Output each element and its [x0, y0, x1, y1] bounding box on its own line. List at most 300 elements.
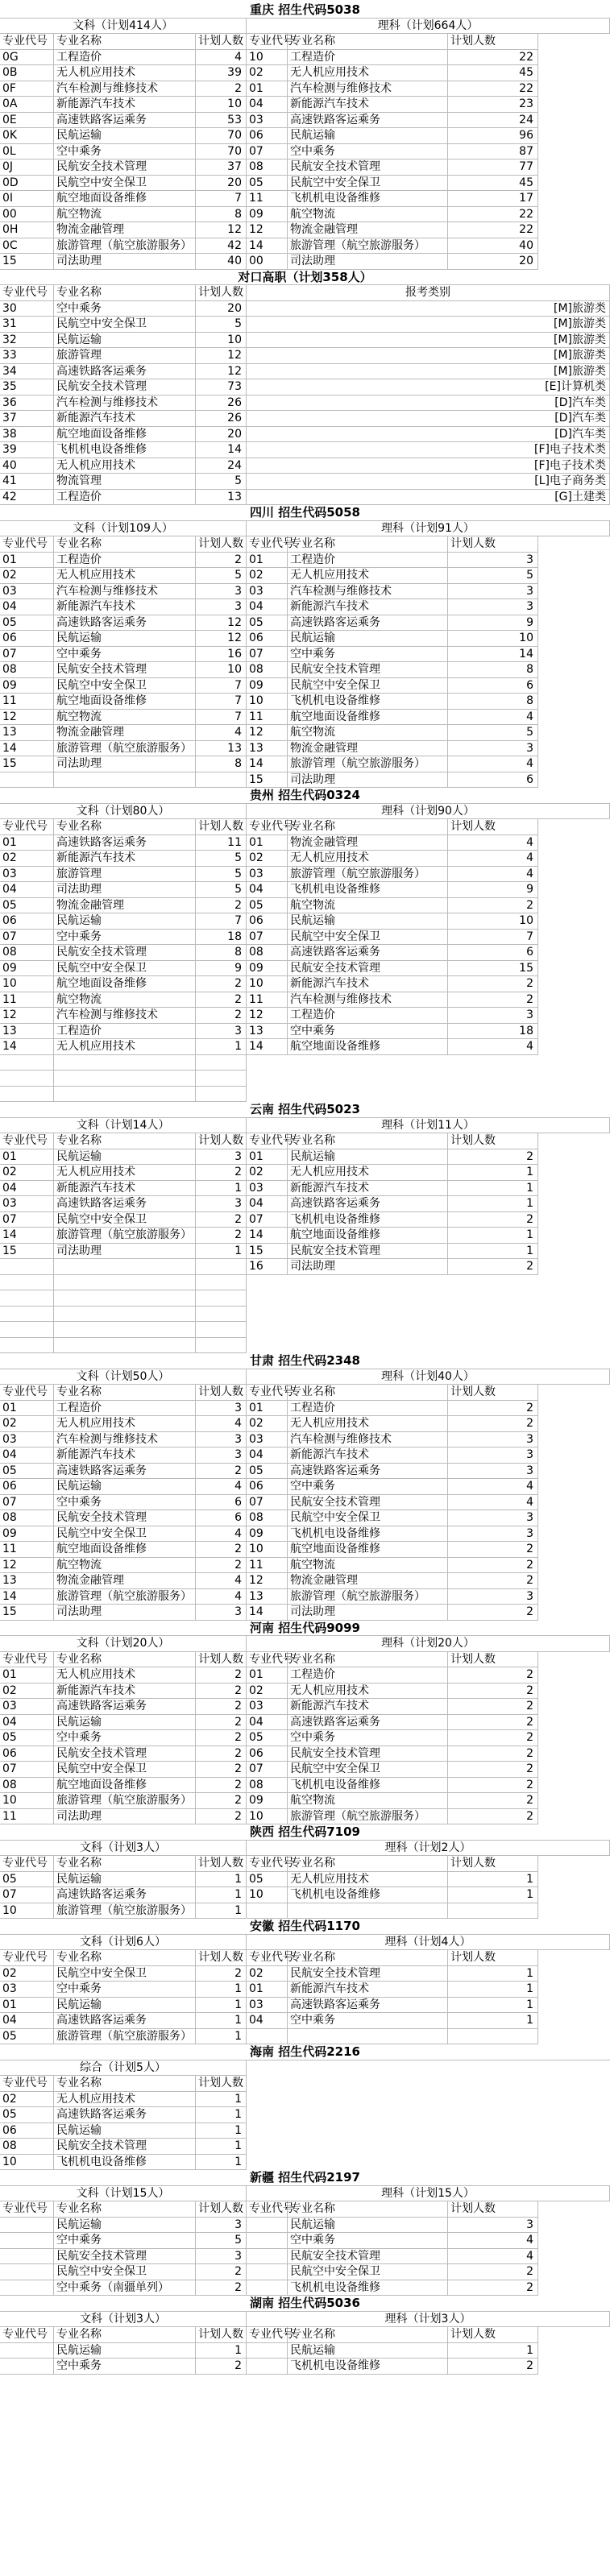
cell-major[interactable]: 民航运输: [54, 1872, 196, 1888]
cell-plan[interactable]: 1: [448, 2343, 538, 2359]
cell-plan[interactable]: 4: [448, 1479, 538, 1495]
cell-empty[interactable]: [0, 1259, 54, 1275]
cell-code[interactable]: 0F: [0, 81, 54, 97]
cell-empty[interactable]: [247, 1903, 288, 1920]
cell-plan[interactable]: 4: [448, 2249, 538, 2265]
cell-major[interactable]: 无人机应用技术: [288, 1416, 448, 1432]
cell-empty[interactable]: [54, 1259, 196, 1275]
cell-plan[interactable]: 5: [196, 474, 247, 490]
cell-code[interactable]: 05: [0, 615, 54, 632]
cell-empty[interactable]: [448, 2029, 538, 2045]
cell-code[interactable]: 02: [0, 1416, 54, 1432]
cell-category[interactable]: [E]计算机类: [247, 379, 610, 396]
cell-plan[interactable]: 4: [448, 835, 538, 851]
cell-major[interactable]: 汽车检测与维修技术: [288, 992, 448, 1008]
cell-plan[interactable]: 2: [448, 1416, 538, 1432]
cell-plan[interactable]: 2: [196, 2280, 247, 2296]
cell-code[interactable]: 0J: [0, 159, 54, 176]
cell-plan[interactable]: 1: [196, 2107, 247, 2123]
cell-plan[interactable]: 70: [196, 128, 247, 144]
cell-code[interactable]: 35: [0, 379, 54, 396]
cell-code[interactable]: [0, 2218, 54, 2234]
cell-code[interactable]: 0D: [0, 176, 54, 192]
cell-plan[interactable]: 10: [196, 662, 247, 678]
cell-empty[interactable]: [247, 2029, 288, 2045]
cell-major[interactable]: 飞机机电设备维修: [288, 694, 448, 710]
cell-plan[interactable]: 1: [196, 1903, 247, 1920]
cell-code[interactable]: 08: [0, 2139, 54, 2155]
cell-code[interactable]: 06: [0, 1479, 54, 1495]
cell-plan[interactable]: 4: [448, 867, 538, 883]
cell-plan[interactable]: 24: [196, 458, 247, 474]
cell-code[interactable]: 01: [247, 553, 288, 569]
cell-code[interactable]: 01: [247, 835, 288, 851]
cell-major[interactable]: 旅游管理（航空旅游服务）: [54, 1793, 196, 1809]
cell-major[interactable]: 工程造价: [54, 50, 196, 66]
cell-empty[interactable]: [196, 1259, 247, 1275]
cell-code[interactable]: 06: [0, 631, 54, 647]
cell-code[interactable]: 07: [247, 1212, 288, 1228]
cell-plan[interactable]: 37: [196, 159, 247, 176]
cell-code[interactable]: 42: [0, 490, 54, 506]
cell-code[interactable]: 07: [0, 1887, 54, 1903]
cell-plan[interactable]: 2: [196, 1558, 247, 1574]
cell-code[interactable]: 11: [247, 191, 288, 207]
cell-plan[interactable]: 5: [196, 851, 247, 867]
cell-code[interactable]: 11: [0, 1809, 54, 1825]
cell-major[interactable]: 飞机机电设备维修: [54, 442, 196, 458]
cell-empty[interactable]: [54, 1055, 196, 1071]
cell-plan[interactable]: 2: [196, 1793, 247, 1809]
cell-plan[interactable]: 2: [448, 992, 538, 1008]
column-header-plan[interactable]: 计划人数: [196, 285, 247, 301]
cell-major[interactable]: 新能源汽车技术: [54, 851, 196, 867]
cell-major[interactable]: 无人机应用技术: [54, 1416, 196, 1432]
column-header-plan[interactable]: 计划人数: [196, 1950, 247, 1966]
cell-empty[interactable]: [0, 1290, 54, 1307]
cell-code[interactable]: 05: [0, 1872, 54, 1888]
cell-plan[interactable]: 2: [196, 1730, 247, 1746]
column-header-major[interactable]: 专业名称: [288, 1950, 448, 1966]
cell-major[interactable]: 物流金融管理: [54, 1573, 196, 1589]
cell-major[interactable]: 民航安全技术管理: [288, 1966, 448, 1982]
cell-major[interactable]: 高速铁路客运乘务: [288, 1998, 448, 2014]
left-subheader[interactable]: 综合（计划5人）: [0, 2060, 247, 2077]
cell-code[interactable]: 11: [0, 1542, 54, 1558]
cell-code[interactable]: 36: [0, 396, 54, 412]
cell-code[interactable]: 07: [247, 144, 288, 160]
column-header-major[interactable]: 专业名称: [288, 2327, 448, 2343]
right-subheader[interactable]: 理科（计划40人）: [247, 1369, 610, 1385]
cell-major[interactable]: 汽车检测与维修技术: [288, 584, 448, 600]
cell-plan[interactable]: 4: [196, 50, 247, 66]
cell-code[interactable]: 12: [0, 710, 54, 726]
cell-code[interactable]: 10: [247, 976, 288, 992]
cell-major[interactable]: 高速铁路客运乘务: [288, 113, 448, 129]
cell-code[interactable]: [0, 2249, 54, 2265]
column-header-plan[interactable]: 计划人数: [448, 2201, 538, 2218]
cell-major[interactable]: 民航空中安全保卫: [288, 2264, 448, 2280]
cell-major[interactable]: 旅游管理（航空旅游服务）: [288, 238, 448, 255]
cell-plan[interactable]: 2: [448, 1699, 538, 1715]
cell-plan[interactable]: 39: [196, 65, 247, 81]
cell-code[interactable]: 08: [247, 159, 288, 176]
left-subheader[interactable]: 文科（计划3人）: [0, 1841, 247, 1857]
cell-code[interactable]: 06: [0, 2123, 54, 2139]
cell-code[interactable]: 12: [247, 222, 288, 238]
cell-major[interactable]: 飞机机电设备维修: [288, 1526, 448, 1543]
cell-empty[interactable]: [54, 1338, 196, 1354]
cell-major[interactable]: 新能源汽车技术: [288, 1447, 448, 1464]
cell-major[interactable]: 司法助理: [288, 772, 448, 789]
cell-plan[interactable]: 14: [196, 442, 247, 458]
cell-major[interactable]: 民航安全技术管理: [54, 159, 196, 176]
cell-empty[interactable]: [0, 1307, 54, 1323]
cell-empty[interactable]: [196, 1322, 247, 1338]
cell-code[interactable]: 05: [0, 2107, 54, 2123]
cell-major[interactable]: 汽车检测与维修技术: [54, 1432, 196, 1448]
cell-plan[interactable]: 1: [448, 1244, 538, 1260]
cell-major[interactable]: 民航安全技术管理: [288, 1244, 448, 1260]
column-header-code[interactable]: 专业代号: [247, 1950, 288, 1966]
cell-major[interactable]: 物流管理: [54, 474, 196, 490]
column-header-code[interactable]: 专业代号: [0, 285, 54, 301]
cell-plan[interactable]: 2: [448, 1809, 538, 1825]
cell-major[interactable]: 民航空中安全保卫: [54, 678, 196, 694]
cell-plan[interactable]: 2: [448, 898, 538, 914]
cell-plan[interactable]: 2: [448, 1573, 538, 1589]
cell-empty[interactable]: [0, 1055, 54, 1071]
cell-code[interactable]: [0, 2233, 54, 2249]
column-header-plan[interactable]: 计划人数: [196, 1385, 247, 1401]
column-header-major[interactable]: 专业名称: [54, 2327, 196, 2343]
section-title[interactable]: 河南 招生代码9099: [0, 1621, 610, 1637]
cell-code[interactable]: 03: [247, 1432, 288, 1448]
cell-major[interactable]: 旅游管理（航空旅游服务）: [54, 1903, 196, 1920]
cell-major[interactable]: 司法助理: [288, 1605, 448, 1621]
cell-plan[interactable]: 2: [196, 1762, 247, 1778]
cell-plan[interactable]: 3: [196, 1447, 247, 1464]
cell-code[interactable]: 05: [247, 1464, 288, 1480]
cell-plan[interactable]: 1: [448, 1966, 538, 1982]
cell-code[interactable]: 03: [0, 1699, 54, 1715]
cell-code[interactable]: 0B: [0, 65, 54, 81]
cell-plan[interactable]: 12: [196, 631, 247, 647]
cell-major[interactable]: 旅游管理（航空旅游服务）: [54, 741, 196, 757]
cell-plan[interactable]: 4: [196, 1573, 247, 1589]
cell-plan[interactable]: 1: [448, 1196, 538, 1212]
cell-empty[interactable]: [196, 1307, 247, 1323]
cell-plan[interactable]: 4: [448, 1495, 538, 1511]
cell-major[interactable]: 飞机机电设备维修: [288, 2359, 448, 2375]
cell-code[interactable]: 10: [0, 1903, 54, 1920]
cell-plan[interactable]: 6: [448, 678, 538, 694]
cell-major[interactable]: 无人机应用技术: [288, 1165, 448, 1181]
cell-major[interactable]: 民航空中安全保卫: [54, 1526, 196, 1543]
cell-code[interactable]: 09: [0, 678, 54, 694]
cell-code[interactable]: 07: [0, 647, 54, 663]
cell-plan[interactable]: 1: [196, 1244, 247, 1260]
cell-major[interactable]: 航空地面设备维修: [54, 191, 196, 207]
cell-major[interactable]: 司法助理: [54, 254, 196, 270]
cell-plan[interactable]: 3: [448, 1464, 538, 1480]
cell-major[interactable]: 新能源汽车技术: [54, 97, 196, 113]
cell-plan[interactable]: 2: [196, 1667, 247, 1684]
cell-code[interactable]: 02: [0, 1966, 54, 1982]
cell-code[interactable]: 14: [0, 741, 54, 757]
cell-code[interactable]: 04: [247, 97, 288, 113]
cell-major[interactable]: 航空地面设备维修: [288, 1228, 448, 1244]
cell-plan[interactable]: 12: [196, 222, 247, 238]
cell-plan[interactable]: 20: [196, 176, 247, 192]
cell-major[interactable]: 空中乘务: [288, 2233, 448, 2249]
cell-plan[interactable]: 2: [448, 1730, 538, 1746]
cell-major[interactable]: 新能源汽车技术: [288, 976, 448, 992]
cell-major[interactable]: 司法助理: [54, 882, 196, 898]
cell-code[interactable]: 07: [247, 930, 288, 946]
cell-empty[interactable]: [54, 1275, 196, 1291]
cell-code[interactable]: 11: [247, 992, 288, 1008]
cell-code[interactable]: 06: [0, 1746, 54, 1762]
cell-plan[interactable]: 5: [196, 882, 247, 898]
cell-plan[interactable]: 2: [196, 1778, 247, 1794]
cell-plan[interactable]: 3: [196, 584, 247, 600]
cell-major[interactable]: 民航安全技术管理: [288, 662, 448, 678]
cell-code[interactable]: 14: [247, 1605, 288, 1621]
cell-plan[interactable]: 2: [196, 1746, 247, 1762]
cell-code[interactable]: 05: [247, 1730, 288, 1746]
cell-major[interactable]: 民航空中安全保卫: [54, 961, 196, 977]
cell-code[interactable]: 0A: [0, 97, 54, 113]
cell-empty[interactable]: [0, 1338, 54, 1354]
cell-major[interactable]: 航空物流: [288, 1558, 448, 1574]
cell-code[interactable]: 10: [0, 2155, 54, 2171]
cell-code[interactable]: 04: [0, 1715, 54, 1731]
cell-major[interactable]: 旅游管理（航空旅游服务）: [54, 1589, 196, 1605]
cell-major[interactable]: 工程造价: [288, 1008, 448, 1024]
cell-code[interactable]: 37: [0, 411, 54, 427]
cell-plan[interactable]: 18: [448, 1024, 538, 1040]
cell-code[interactable]: 11: [0, 694, 54, 710]
column-header-major[interactable]: 专业名称: [54, 2201, 196, 2218]
cell-plan[interactable]: 2: [448, 1542, 538, 1558]
cell-major[interactable]: 高速铁路客运乘务: [54, 113, 196, 129]
cell-major[interactable]: 无人机应用技术: [288, 568, 448, 584]
cell-code[interactable]: [0, 2359, 54, 2375]
cell-plan[interactable]: 22: [448, 50, 538, 66]
cell-plan[interactable]: 2: [196, 2264, 247, 2280]
cell-plan[interactable]: 10: [196, 333, 247, 349]
cell-plan[interactable]: 8: [196, 945, 247, 961]
cell-category[interactable]: [M]旅游类: [247, 317, 610, 333]
cell-code[interactable]: [0, 2343, 54, 2359]
cell-empty[interactable]: [196, 1338, 247, 1354]
cell-major[interactable]: 民航空中安全保卫: [288, 678, 448, 694]
cell-category[interactable]: [M]旅游类: [247, 333, 610, 349]
cell-major[interactable]: 汽车检测与维修技术: [288, 81, 448, 97]
cell-empty[interactable]: [288, 2029, 448, 2045]
cell-plan[interactable]: 22: [448, 207, 538, 223]
cell-major[interactable]: 飞机机电设备维修: [288, 1212, 448, 1228]
cell-plan[interactable]: 4: [448, 710, 538, 726]
cell-major[interactable]: 航空地面设备维修: [288, 1542, 448, 1558]
cell-plan[interactable]: 1: [448, 1165, 538, 1181]
cell-code[interactable]: 05: [0, 1730, 54, 1746]
cell-plan[interactable]: 2: [196, 976, 247, 992]
cell-code[interactable]: 05: [247, 176, 288, 192]
cell-major[interactable]: 民航运输: [54, 2218, 196, 2234]
cell-plan[interactable]: 10: [196, 97, 247, 113]
cell-code[interactable]: 01: [247, 1667, 288, 1684]
cell-major[interactable]: 空中乘务: [288, 2013, 448, 2029]
cell-plan[interactable]: 2: [448, 1715, 538, 1731]
cell-code[interactable]: 03: [247, 1998, 288, 2014]
cell-major[interactable]: 航空物流: [54, 1558, 196, 1574]
cell-major[interactable]: 汽车检测与维修技术: [54, 1008, 196, 1024]
column-header-plan[interactable]: 计划人数: [448, 1856, 538, 1872]
cell-plan[interactable]: 77: [448, 159, 538, 176]
cell-code[interactable]: 15: [0, 1605, 54, 1621]
column-header-major[interactable]: 专业名称: [288, 34, 448, 50]
cell-code[interactable]: 01: [247, 1401, 288, 1417]
left-subheader[interactable]: 文科（计划20人）: [0, 1636, 247, 1652]
cell-plan[interactable]: 2: [196, 1699, 247, 1715]
cell-major[interactable]: 飞机机电设备维修: [288, 1887, 448, 1903]
column-header-plan[interactable]: 计划人数: [448, 819, 538, 835]
column-header-plan[interactable]: 计划人数: [448, 1950, 538, 1966]
cell-code[interactable]: 09: [247, 1793, 288, 1809]
cell-plan[interactable]: 2: [448, 1778, 538, 1794]
cell-major[interactable]: 物流金融管理: [54, 898, 196, 914]
cell-empty[interactable]: [54, 1322, 196, 1338]
cell-code[interactable]: 06: [247, 631, 288, 647]
cell-major[interactable]: 民航空中安全保卫: [288, 930, 448, 946]
cell-major[interactable]: 旅游管理（航空旅游服务）: [54, 1228, 196, 1244]
left-subheader[interactable]: 文科（计划14人）: [0, 1118, 247, 1134]
cell-empty[interactable]: [448, 1903, 538, 1920]
cell-code[interactable]: 01: [247, 81, 288, 97]
cell-major[interactable]: 旅游管理（航空旅游服务）: [54, 238, 196, 255]
left-subheader[interactable]: 文科（计划50人）: [0, 1369, 247, 1385]
column-header-code[interactable]: 专业代号: [0, 1133, 54, 1149]
column-header-major[interactable]: 专业名称: [288, 1385, 448, 1401]
cell-category[interactable]: [L]电子商务类: [247, 474, 610, 490]
column-header-plan[interactable]: 计划人数: [448, 1385, 538, 1401]
column-header-major[interactable]: 专业名称: [54, 1950, 196, 1966]
cell-plan[interactable]: 2: [196, 992, 247, 1008]
cell-plan[interactable]: 2: [448, 1762, 538, 1778]
cell-major[interactable]: 飞机机电设备维修: [288, 882, 448, 898]
cell-major[interactable]: 民航运输: [288, 1149, 448, 1166]
column-header-major[interactable]: 专业名称: [288, 1856, 448, 1872]
cell-code[interactable]: 08: [247, 945, 288, 961]
cell-code[interactable]: 39: [0, 442, 54, 458]
cell-plan[interactable]: 2: [196, 1809, 247, 1825]
column-header-major[interactable]: 专业名称: [54, 536, 196, 553]
cell-major[interactable]: 航空地面设备维修: [288, 710, 448, 726]
right-subheader[interactable]: 理科（计划2人）: [247, 1841, 610, 1857]
cell-major[interactable]: 高速铁路客运乘务: [54, 835, 196, 851]
cell-major[interactable]: 民航运输: [54, 631, 196, 647]
cell-major[interactable]: 航空地面设备维修: [54, 1778, 196, 1794]
cell-major[interactable]: 飞机机电设备维修: [54, 2155, 196, 2171]
cell-plan[interactable]: 15: [448, 961, 538, 977]
cell-major[interactable]: 航空物流: [54, 207, 196, 223]
cell-major[interactable]: 旅游管理（航空旅游服务）: [288, 867, 448, 883]
cell-plan[interactable]: 8: [448, 662, 538, 678]
right-subheader[interactable]: 理科（计划20人）: [247, 1636, 610, 1652]
cell-major[interactable]: 旅游管理（航空旅游服务）: [288, 1589, 448, 1605]
cell-code[interactable]: 12: [247, 1008, 288, 1024]
cell-plan[interactable]: 2: [448, 1212, 538, 1228]
cell-code[interactable]: 14: [247, 1039, 288, 1055]
cell-plan[interactable]: 1: [196, 2155, 247, 2171]
column-header-plan[interactable]: 计划人数: [196, 1856, 247, 1872]
cell-major[interactable]: 新能源汽车技术: [54, 1684, 196, 1700]
cell-code[interactable]: 03: [0, 584, 54, 600]
cell-code[interactable]: 08: [0, 1778, 54, 1794]
cell-code[interactable]: 34: [0, 364, 54, 380]
cell-major[interactable]: 航空地面设备维修: [54, 694, 196, 710]
cell-major[interactable]: 无人机应用技术: [54, 568, 196, 584]
cell-plan[interactable]: 2: [196, 1966, 247, 1982]
cell-major[interactable]: 民航空中安全保卫: [54, 1966, 196, 1982]
cell-major[interactable]: 民航空中安全保卫: [54, 317, 196, 333]
cell-code[interactable]: 09: [247, 1526, 288, 1543]
cell-code[interactable]: 13: [247, 1024, 288, 1040]
cell-plan[interactable]: 3: [448, 1008, 538, 1024]
cell-code[interactable]: 14: [247, 756, 288, 772]
cell-major[interactable]: 民航运输: [288, 631, 448, 647]
cell-empty[interactable]: [54, 772, 196, 789]
column-header-code[interactable]: 专业代号: [0, 1856, 54, 1872]
cell-code[interactable]: 06: [0, 913, 54, 930]
section-title[interactable]: 湖南 招生代码5036: [0, 2296, 610, 2312]
cell-plan[interactable]: 4: [448, 756, 538, 772]
cell-major[interactable]: 旅游管理: [54, 867, 196, 883]
cell-major[interactable]: 新能源汽车技术: [288, 599, 448, 615]
column-header-code[interactable]: 专业代号: [0, 2076, 54, 2092]
cell-code[interactable]: 03: [0, 1196, 54, 1212]
cell-plan[interactable]: 1: [196, 1181, 247, 1197]
column-header-plan[interactable]: 计划人数: [196, 819, 247, 835]
cell-empty[interactable]: [54, 1307, 196, 1323]
cell-plan[interactable]: 40: [196, 254, 247, 270]
cell-code[interactable]: 11: [0, 992, 54, 1008]
cell-major[interactable]: 司法助理: [54, 756, 196, 772]
cell-code[interactable]: 15: [0, 1244, 54, 1260]
cell-plan[interactable]: 4: [196, 1526, 247, 1543]
cell-major[interactable]: 工程造价: [288, 553, 448, 569]
cell-major[interactable]: 飞机机电设备维修: [288, 191, 448, 207]
cell-code[interactable]: 13: [0, 725, 54, 741]
cell-code[interactable]: 09: [247, 207, 288, 223]
cell-plan[interactable]: 1: [196, 1887, 247, 1903]
cell-plan[interactable]: 2: [448, 1401, 538, 1417]
cell-major[interactable]: 旅游管理（航空旅游服务）: [54, 2029, 196, 2045]
cell-code[interactable]: 07: [0, 1762, 54, 1778]
cell-major[interactable]: 空中乘务: [54, 2233, 196, 2249]
cell-code[interactable]: 10: [0, 976, 54, 992]
cell-code[interactable]: 15: [247, 1244, 288, 1260]
cell-code[interactable]: 06: [247, 128, 288, 144]
cell-code[interactable]: 0L: [0, 144, 54, 160]
left-subheader[interactable]: 文科（计划6人）: [0, 1935, 247, 1951]
cell-major[interactable]: 航空物流: [54, 992, 196, 1008]
cell-major[interactable]: 新能源汽车技术: [288, 97, 448, 113]
cell-code[interactable]: 12: [247, 725, 288, 741]
cell-plan[interactable]: 4: [448, 2233, 538, 2249]
